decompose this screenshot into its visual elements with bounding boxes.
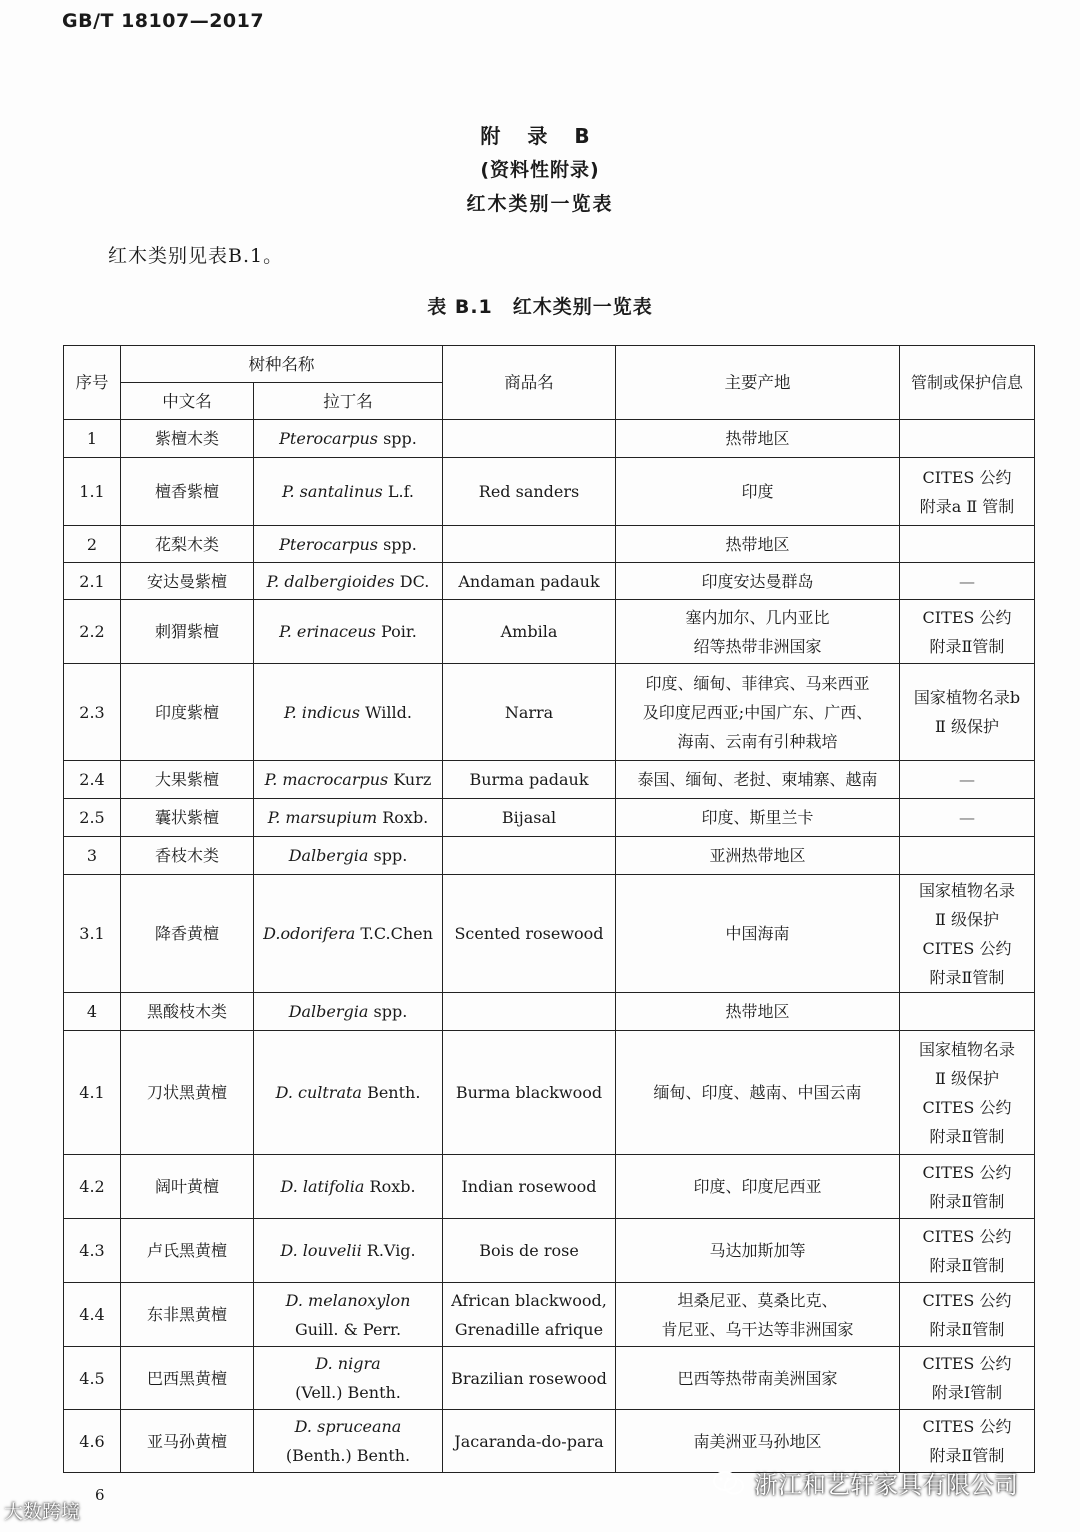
latin-authority: spp. [383,534,417,554]
cell-chinese-name: 印度紫檀 [121,664,254,761]
latin-genus-species: D. louvelii [280,1241,362,1260]
cell-latin-name [254,1347,443,1410]
cell-seq: 1 [64,420,121,458]
cell-protection [900,664,1035,761]
header-chinese-name: 中文名 [121,383,254,420]
cell-seq: 2.5 [64,799,121,837]
cell-origin: 印度 [616,458,900,526]
table-row [64,875,1035,993]
cell-trade-name [443,993,616,1031]
table-row [64,420,1035,458]
latin-genus-species: P. indicus [284,702,360,722]
cell-latin-name [254,1410,443,1473]
protection-line: CITES 公约 [922,1226,1012,1246]
cell-seq: 2 [64,526,121,563]
cell-latin-name [254,1155,443,1219]
cell-seq: 1.1 [64,458,121,526]
latin-authority: spp. [373,846,408,865]
cell-chinese-name: 檀香紫檀 [121,458,254,526]
table-row [64,1031,1035,1155]
header-protection: 管制或保护信息 [900,346,1035,420]
cell-protection [900,1410,1035,1473]
protection-line: 国家植物名录 [918,1039,1015,1059]
protection-line: 附录Ⅱ管制 [929,967,1005,987]
cell-trade-name: Red sanders [443,458,616,526]
cell-latin-name [254,1283,443,1347]
table-row [64,600,1035,664]
table-caption: 表 B.1 红木类别一览表 [427,296,653,318]
table-row [64,664,1035,761]
latin-genus-species: Dalbergia [288,1002,369,1021]
cell-chinese-name: 亚马孙黄檀 [121,1410,254,1473]
cell-seq: 4 [64,993,121,1031]
latin-genus-species: D. latifolia [280,1177,365,1196]
cell-chinese-name: 降香黄檀 [121,875,254,993]
latin-genus-species: Pterocarpus [279,429,378,448]
redwood-category-table [63,345,1035,1473]
cell-chinese-name: 大果紫檀 [121,761,254,799]
protection-line: CITES 公约 [922,938,1012,958]
cell-protection [900,526,1035,563]
latin-genus-species: D.odorifera [263,924,356,943]
latin-authority: Roxb. [382,808,429,827]
cell-chinese-name: 巴西黑黄檀 [121,1347,254,1410]
cell-seq: 4.5 [64,1347,121,1410]
cell-origin: 热带地区 [616,420,900,458]
cell-protection [900,600,1035,664]
dash-mark: — [959,571,975,591]
latin-authority: Roxb. [369,1177,416,1196]
cell-protection [900,875,1035,993]
cell-trade-name: Bijasal [443,799,616,837]
header-origin: 主要产地 [616,346,900,420]
protection-line: 国家植物名录 [918,880,1015,900]
cell-chinese-name: 香枝木类 [121,837,254,875]
cell-chinese-name: 黑酸枝木类 [121,993,254,1031]
protection-line: 附录Ⅱ管制 [929,1255,1005,1275]
cell-chinese-name: 囊状紫檀 [121,799,254,837]
latin-genus-species: P. santalinus [281,482,383,501]
cell-trade-name: Andaman padauk [443,563,616,600]
cell-seq: 2.3 [64,664,121,761]
appendix-type: (资料性附录) [480,159,600,181]
cell-protection [900,420,1035,458]
cell-protection [900,1283,1035,1347]
dash-mark: — [959,770,975,789]
cell-trade-name [443,837,616,875]
cell-latin-name [254,664,443,761]
latin-genus-species: P. macrocarpus [264,770,389,789]
table-row [64,761,1035,799]
cell-protection [900,1155,1035,1219]
protection-line: 附录Ⅱ管制 [929,1191,1005,1211]
cell-seq: 4.4 [64,1283,121,1347]
cell-latin-name [254,1031,443,1155]
appendix-label: 附 录 B [480,124,600,148]
cell-seq: 2.4 [64,761,121,799]
protection-line: CITES 公约 [922,607,1012,627]
table-row [64,563,1035,600]
latin-authority: DC. [399,571,430,591]
cell-origin: 缅甸、印度、越南、中国云南 [616,1031,900,1155]
latin-authority: Willd. [365,702,412,722]
cell-latin-name [254,420,443,458]
cell-origin: 泰国、缅甸、老挝、柬埔寨、越南 [616,761,900,799]
cell-origin: 印度、斯里兰卡 [616,799,900,837]
cell-chinese-name: 卢氏黑黄檀 [121,1219,254,1283]
header-trade-name: 商品名 [443,346,616,420]
table-body [64,420,1035,1473]
latin-authority: spp. [373,1002,408,1021]
cell-origin: 印度、缅甸、菲律宾、马来西亚 及印度尼西亚;中国广东、广西、 海南、云南有引种栽培 [616,664,900,761]
cell-seq: 2.2 [64,600,121,664]
cell-seq: 3 [64,837,121,875]
cell-latin-name [254,458,443,526]
cell-seq: 4.3 [64,1219,121,1283]
cell-seq: 4.6 [64,1410,121,1473]
cell-chinese-name: 安达曼紫檀 [121,563,254,600]
protection-line: CITES 公约 [922,1162,1012,1182]
cell-latin-name [254,1219,443,1283]
cell-latin-name [254,875,443,993]
latin-genus-species: D. cultrata [275,1083,362,1102]
cell-latin-name [254,799,443,837]
latin-genus-species: P. dalbergioides [266,571,395,591]
cell-origin: 亚洲热带地区 [616,837,900,875]
table-row [64,1347,1035,1410]
wechat-icon [712,1469,746,1497]
cell-origin: 塞内加尔、几内亚比 绍等热带非洲国家 [616,600,900,664]
table-row [64,1410,1035,1473]
cell-latin-name [254,993,443,1031]
table-row [64,799,1035,837]
latin-genus-species: D. nigra [315,1354,381,1373]
cell-origin: 巴西等热带南美洲国家 [616,1347,900,1410]
table-row [64,1283,1035,1347]
latin-genus-species: D. spruceana [294,1417,402,1436]
protection-line: 附录Ⅱ管制 [929,1319,1005,1339]
cell-protection [900,1031,1035,1155]
cell-chinese-name: 东非黑黄檀 [121,1283,254,1347]
cell-trade-name: Narra [443,664,616,761]
protection-line: 附录Ⅰ管制 [931,1383,1003,1402]
cell-protection [900,563,1035,600]
latin-genus-species: P. erinaceus [279,622,376,641]
protection-line: Ⅱ 级保护 [935,1068,999,1088]
latin-authority: Guill. & Perr. [294,1319,402,1339]
latin-authority: R.Vig. [366,1241,416,1260]
cell-protection [900,1219,1035,1283]
standard-code: GB/T 18107—2017 [62,10,265,32]
watermark-right-text: 浙江和艺轩家具有限公司 [754,1471,1018,1499]
cell-origin: 马达加斯加等 [616,1219,900,1283]
protection-line: CITES 公约 [922,467,1012,487]
protection-line: 附录Ⅱ管制 [929,1446,1005,1465]
cell-protection [900,993,1035,1031]
cell-origin: 坦桑尼亚、莫桑比克、 肯尼亚、乌干达等非洲国家 [616,1283,900,1347]
table-row [64,993,1035,1031]
cell-protection [900,761,1035,799]
cell-trade-name: Burma padauk [443,761,616,799]
protection-line: 国家植物名录b [913,688,1021,707]
table-row [64,837,1035,875]
cell-latin-name [254,837,443,875]
header-latin-name: 拉丁名 [254,383,443,420]
cell-protection [900,837,1035,875]
cell-origin: 印度安达曼群岛 [616,563,900,600]
cell-latin-name [254,600,443,664]
cell-trade-name [443,526,616,563]
cell-chinese-name: 阔叶黄檀 [121,1155,254,1219]
protection-line: CITES 公约 [922,1354,1012,1373]
latin-authority: Poir. [380,622,417,641]
cell-latin-name [254,563,443,600]
cell-seq: 4.1 [64,1031,121,1155]
appendix-title: 红木类别一览表 [466,193,614,215]
cell-protection [900,799,1035,837]
cell-trade-name: Brazilian rosewood [443,1347,616,1410]
header-seq: 序号 [64,346,121,420]
cell-latin-name [254,526,443,563]
cell-chinese-name: 刺猬紫檀 [121,600,254,664]
cell-trade-name: African blackwood, Grenadille afrique [443,1283,616,1347]
protection-line: 附录a Ⅱ 管制 [919,496,1015,516]
cell-seq: 4.2 [64,1155,121,1219]
protection-line: 附录Ⅱ管制 [929,636,1005,656]
cell-protection [900,458,1035,526]
latin-genus-species: P. marsupium [267,808,378,827]
cell-seq: 2.1 [64,563,121,600]
cell-trade-name: Jacaranda-do-para [443,1410,616,1473]
protection-line: 附录Ⅱ管制 [929,1126,1005,1146]
latin-genus-species: D. melanoxylon [285,1290,411,1310]
cell-trade-name: Indian rosewood [443,1155,616,1219]
protection-line: Ⅱ 级保护 [935,909,999,929]
cell-trade-name: Scented rosewood [443,875,616,993]
table-row [64,1219,1035,1283]
page-number: 6 [95,1486,105,1504]
latin-genus-species: Pterocarpus [279,534,378,554]
cell-origin: 热带地区 [616,526,900,563]
table-row [64,526,1035,563]
protection-line: Ⅱ 级保护 [935,717,999,736]
cell-trade-name: Ambila [443,600,616,664]
cell-chinese-name: 刀状黑黄檀 [121,1031,254,1155]
cell-trade-name [443,420,616,458]
header-species-group: 树种名称 [121,346,443,383]
latin-authority: spp. [383,429,417,448]
cell-trade-name: Burma blackwood [443,1031,616,1155]
protection-line: CITES 公约 [922,1417,1012,1436]
cell-chinese-name: 紫檀木类 [121,420,254,458]
latin-authority: (Benth.) Benth. [285,1446,411,1465]
intro-text: 红木类别见表B.1。 [108,245,284,267]
dash-mark: — [959,808,975,827]
cell-latin-name [254,761,443,799]
cell-origin: 南美洲亚马孙地区 [616,1410,900,1473]
latin-genus-species: Dalbergia [288,846,369,865]
cell-origin: 中国海南 [616,875,900,993]
latin-authority: T.C.Chen [360,924,433,943]
cell-origin: 热带地区 [616,993,900,1031]
cell-seq: 3.1 [64,875,121,993]
protection-line: CITES 公约 [922,1097,1012,1117]
latin-authority: L.f. [387,482,415,501]
latin-authority: Benth. [367,1083,421,1102]
cell-protection [900,1347,1035,1410]
watermark-right [712,1465,1018,1500]
latin-authority: (Vell.) Benth. [295,1383,401,1402]
table-row [64,1155,1035,1219]
cell-trade-name: Bois de rose [443,1219,616,1283]
cell-chinese-name: 花梨木类 [121,526,254,563]
latin-authority: Kurz [393,770,432,789]
watermark-left: 大数跨境 [4,1501,81,1523]
table-row [64,458,1035,526]
protection-line: CITES 公约 [922,1290,1012,1310]
cell-origin: 印度、印度尼西亚 [616,1155,900,1219]
